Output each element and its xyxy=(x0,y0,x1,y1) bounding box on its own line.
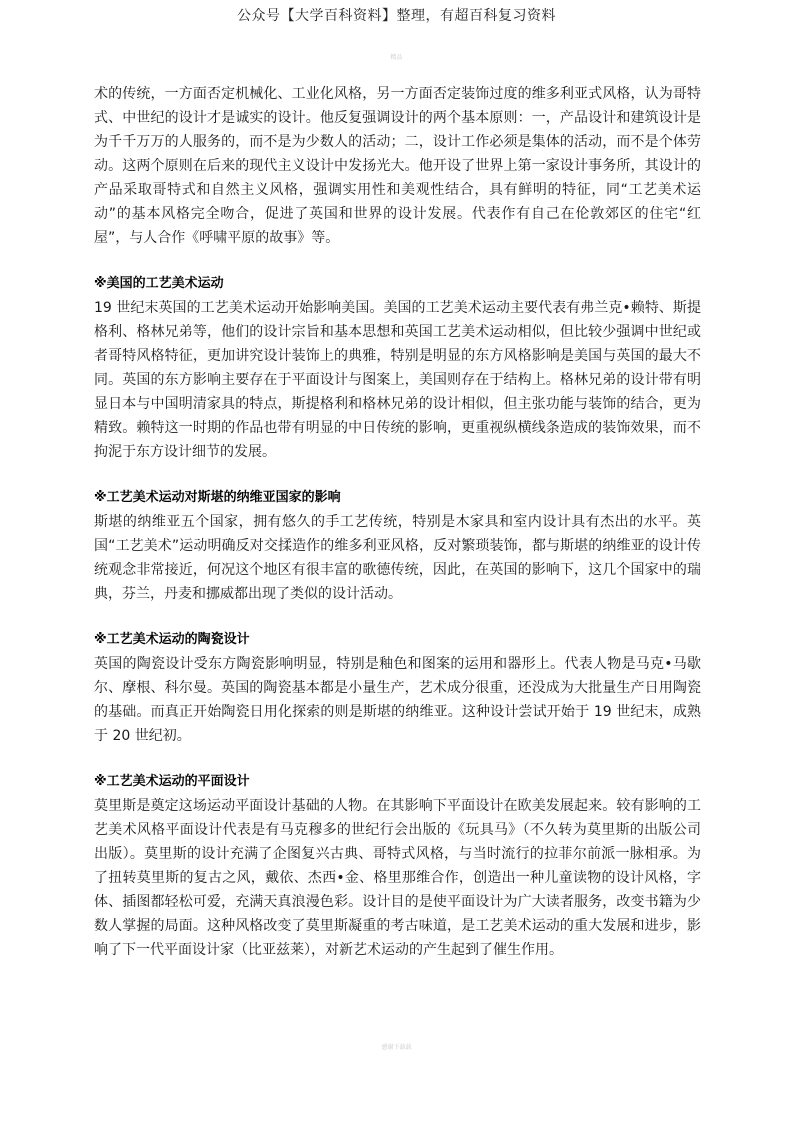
section-body-graphic-design: 莫里斯是奠定这场运动平面设计基础的人物。在其影响下平面设计在欧美发展起来。较有影响的工艺美术风格平面设计代表是有马克穆多的世纪行会出版的《玩具马》（不久转为莫里斯的出版公司出版）。莫里斯的设计充满了企图复兴古典、哥特式风格，与当时流行的拉菲尔前派一脉相承。为了扭转莫里斯的复古之风，戴依、杰西•金、格里那维合作，创造出一种儿童读物的设计风格，字体、插图都轻松可爱，充满天真浪漫色彩。设计目的是使平面设计为广大读者服务，改变书籍为少数人掌握的局面。这种风格改变了莫里斯凝重的考古味道，是工艺美术运动的重大发展和进步，影响了下一代平面设计家（比亚兹莱），对新艺术运动的产生起到了催生作用。 xyxy=(94,798,701,958)
page-watermark-bottom: 感谢下载载 xyxy=(381,1044,412,1051)
page-watermark-top: 精品 xyxy=(390,54,403,61)
section-title-ceramics: ※工艺美术运动的陶瓷设计 xyxy=(94,632,250,647)
section-body-scandinavia: 斯堪的纳维亚五个国家，拥有悠久的手工艺传统，特别是木家具和室内设计具有杰出的水平。英国“工艺美术”运动明确反对交揉造作的维多利亚风格，反对繁琐装饰，都与斯堪的纳维亚的设计传统观念非常接近，何况这个地区有很丰富的歌德传统，因此，在英国的影响下，这几个国家中的瑞典，芬兰，丹麦和挪威都出现了类似的设计活动。 xyxy=(94,514,701,602)
intro-paragraph: 术的传统，一方面否定机械化、工业化风格，另一方面否定装饰过度的维多利亚式风格，认为哥特式、中世纪的设计才是诚实的设计。他反复强调设计的两个基本原则：一，产品设计和建筑设计是为千千万万的人服务的，而不是为少数人的活动；二，设计工作必须是集体的活动，而不是个体劳动。这两个原则在后来的现代主义设计中发扬光大。他开设了世界上第一家设计事务所，其设计的产品采取哥特式和自然主义风格，强调实用性和美观性结合，具有鲜明的特征，同“工艺美术运动”的基本风格完全吻合，促进了英国和世界的设计发展。代表作有自己在伦敦郊区的住宅“红屋”，与人合作《呼啸平原的故事》等。 xyxy=(94,86,701,246)
section-body-american: 19 世纪末英国的工艺美术运动开始影响美国。美国的工艺美术运动主要代表有弗兰克•赖特、斯提格利、格林兄弟等，他们的设计宗旨和基本思想和英国工艺美术运动相似，但比较少强调中世纪或者哥特风格特征，更加讲究设计装饰上的典雅，特别是明显的东方风格影响是美国与英国的最大不同。英国的东方影响主要存在于平面设计与图案上，美国则存在于结构上。格林兄弟的设计带有明显日本与中国明清家具的特点，斯提格利和格林兄弟的设计相似，但主张功能与装饰的结合，更为精致。赖特这一时期的作品也带有明显的中日传统的影响，更重视纵横线条造成的装饰效果，而不拘泥于东方设计细节的发展。 xyxy=(94,300,701,460)
section-body-ceramics: 英国的陶瓷设计受东方陶瓷影响明显，特别是釉色和图案的运用和器形上。代表人物是马克•马歇尔、摩根、科尔曼。英国的陶瓷基本都是小量生产，艺术成分很重，还没成为大批量生产日用陶瓷的基础。而真正开始陶瓷日用化探索的则是斯堪的纳维亚。这种设计尝试开始于 19 世纪末，成熟于 20 世纪初。 xyxy=(94,656,701,744)
document-body xyxy=(94,82,701,962)
section-title-scandinavia: ※工艺美术运动对斯堪的纳维亚国家的影响 xyxy=(94,490,341,505)
page-header: 公众号【大学百科资料】整理，有超百科复习资料 xyxy=(237,8,556,24)
section-title-graphic-design: ※工艺美术运动的平面设计 xyxy=(94,774,250,789)
section-title-american: ※美国的工艺美术运动 xyxy=(94,276,224,291)
